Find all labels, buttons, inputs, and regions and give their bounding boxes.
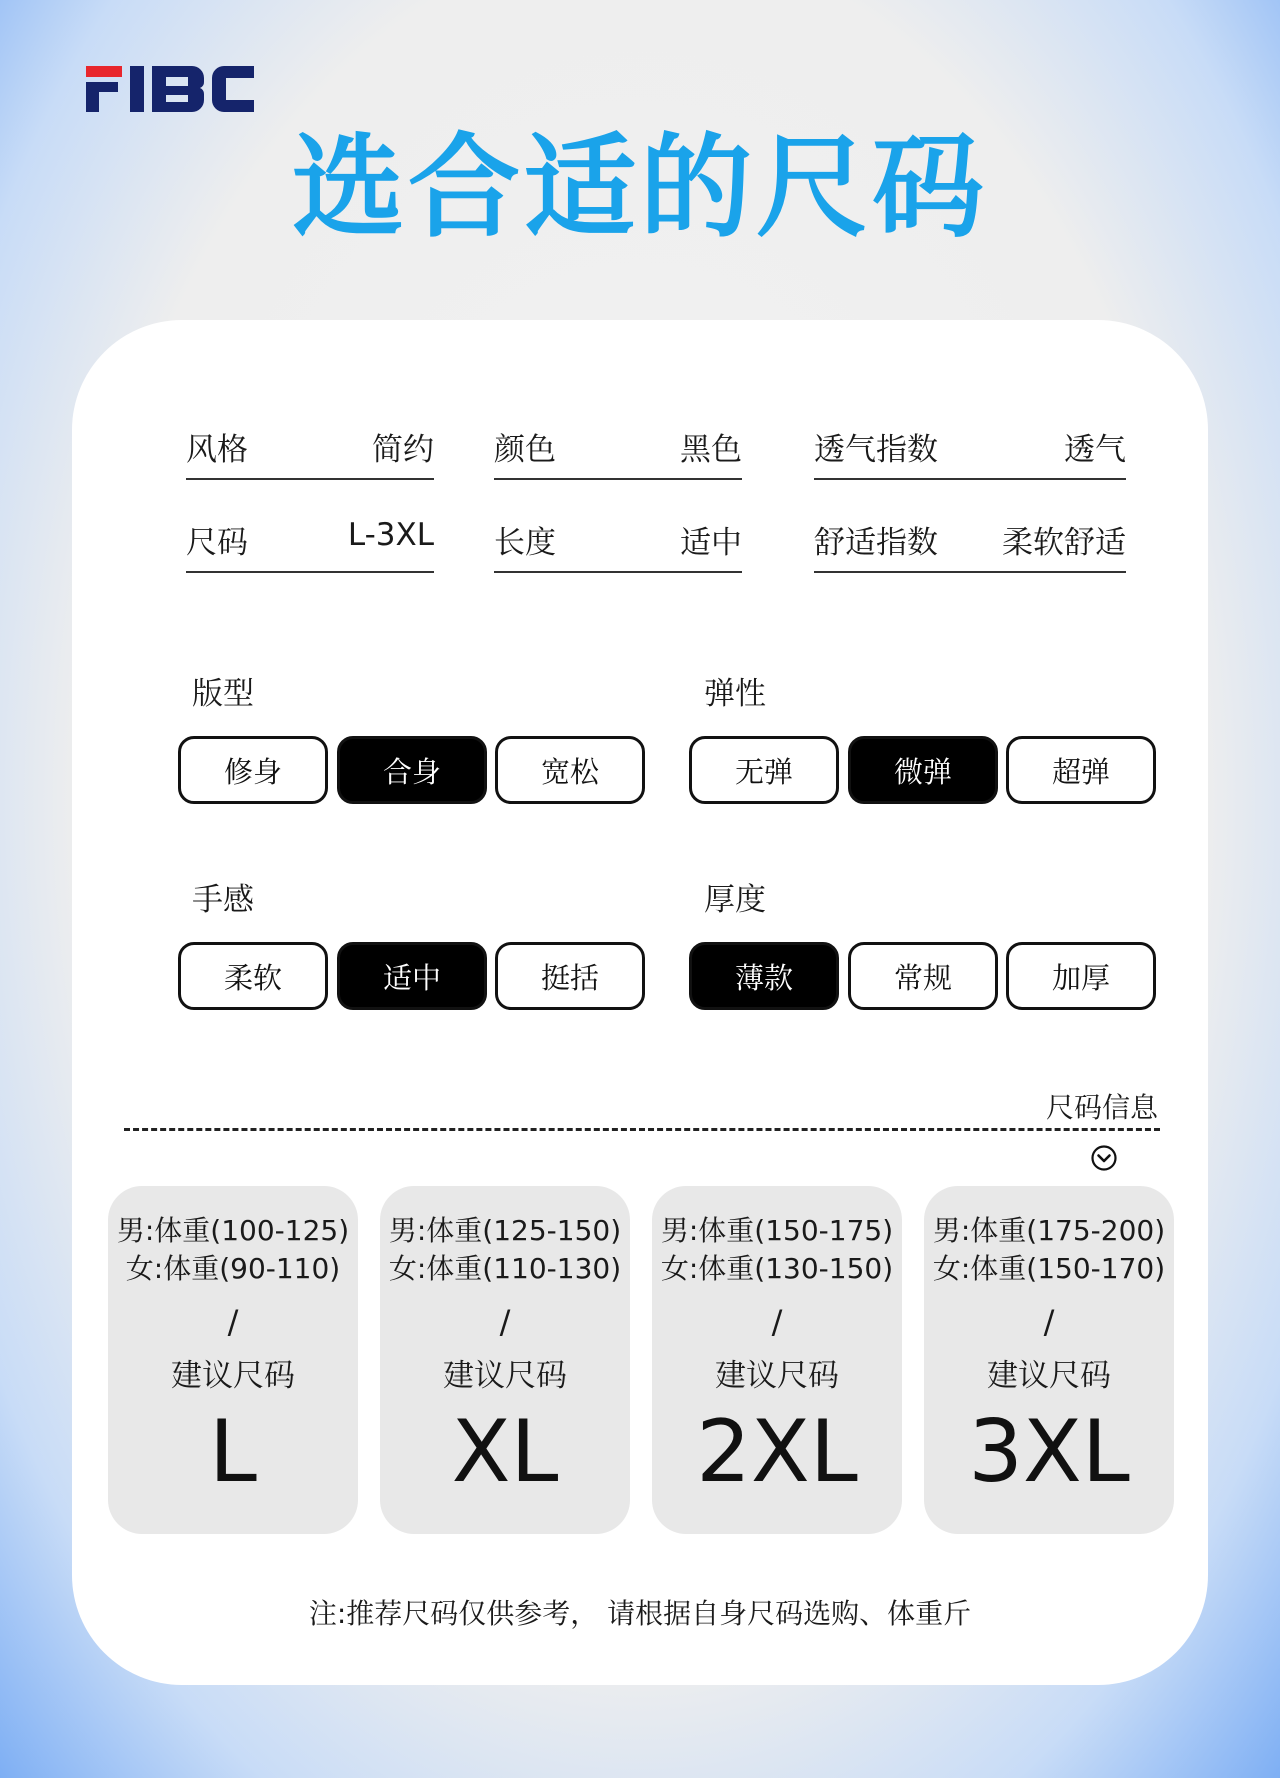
attr-breathability [814, 420, 1126, 480]
attr-key: 尺码 [186, 525, 248, 561]
recommend-label: 建议尺码 [987, 1358, 1111, 1394]
divider-slash: / [771, 1303, 783, 1341]
recommended-size: L [209, 1402, 257, 1502]
option-elasticity-none[interactable]: 无弹 [689, 736, 839, 804]
brand-logo-graphic [86, 60, 256, 116]
disclaimer-note: 注:推荐尺码仅供参考， 请根据自身尺码选购、体重斤 [308, 1597, 972, 1630]
group-title-thickness: 厚度 [704, 882, 766, 918]
female-weight-range: 女:体重(110-130) [388, 1252, 622, 1285]
attr-value: 透气 [1064, 432, 1126, 468]
attr-size [186, 513, 434, 573]
option-feel-medium[interactable]: 适中 [337, 942, 487, 1010]
option-feel-crisp[interactable]: 挺括 [495, 942, 645, 1010]
attr-value: 柔软舒适 [1002, 525, 1126, 561]
option-feel-soft[interactable]: 柔软 [178, 942, 328, 1010]
female-weight-range: 女:体重(130-150) [660, 1252, 894, 1285]
attr-style [186, 420, 434, 480]
male-weight-range: 男:体重(125-150) [388, 1214, 622, 1247]
brand-logo [86, 60, 256, 116]
recommended-size: 2XL [696, 1402, 858, 1502]
attr-key: 长度 [494, 525, 556, 561]
divider-slash: / [1043, 1303, 1055, 1341]
attr-length [494, 513, 742, 573]
male-weight-range: 男:体重(100-125) [116, 1214, 350, 1247]
recommend-label: 建议尺码 [443, 1358, 567, 1394]
attr-value: 简约 [372, 432, 434, 468]
size-card-3xl [924, 1186, 1174, 1534]
option-thickness-thin[interactable]: 薄款 [689, 942, 839, 1010]
group-title-fit: 版型 [192, 676, 254, 712]
size-card-2xl [652, 1186, 902, 1534]
size-card-l [108, 1186, 358, 1534]
attr-key: 透气指数 [814, 432, 938, 468]
option-fit-loose[interactable]: 宽松 [495, 736, 645, 804]
option-fit-regular[interactable]: 合身 [337, 736, 487, 804]
chevron-down-circle-icon [1090, 1144, 1118, 1172]
option-elasticity-high[interactable]: 超弹 [1006, 736, 1156, 804]
option-elasticity-slight[interactable]: 微弹 [848, 736, 998, 804]
option-thickness-regular[interactable]: 常规 [848, 942, 998, 1010]
recommend-label: 建议尺码 [171, 1358, 295, 1394]
divider-slash: / [499, 1303, 511, 1341]
size-info-label: 尺码信息 [1046, 1091, 1159, 1124]
option-thickness-thick[interactable]: 加厚 [1006, 942, 1156, 1010]
male-weight-range: 男:体重(175-200) [932, 1214, 1166, 1247]
attr-key: 舒适指数 [814, 525, 938, 561]
recommend-label: 建议尺码 [715, 1358, 839, 1394]
recommended-size: 3XL [968, 1402, 1130, 1502]
attr-value: 黑色 [680, 432, 742, 468]
recommended-size: XL [451, 1402, 559, 1502]
attr-value: L-3XL [347, 517, 434, 553]
group-title-feel: 手感 [192, 882, 254, 918]
attr-color [494, 420, 742, 480]
female-weight-range: 女:体重(90-110) [125, 1252, 341, 1285]
attr-comfort [814, 513, 1126, 573]
attr-key: 颜色 [494, 432, 556, 468]
female-weight-range: 女:体重(150-170) [932, 1252, 1166, 1285]
divider-slash: / [227, 1303, 239, 1341]
dashed-divider [124, 1128, 1160, 1131]
page-title: 选合适的尺码 [292, 123, 988, 253]
option-fit-slim[interactable]: 修身 [178, 736, 328, 804]
attr-key: 风格 [186, 432, 248, 468]
attr-value: 适中 [680, 525, 742, 561]
group-title-elasticity: 弹性 [704, 676, 766, 712]
size-card-xl [380, 1186, 630, 1534]
male-weight-range: 男:体重(150-175) [660, 1214, 894, 1247]
